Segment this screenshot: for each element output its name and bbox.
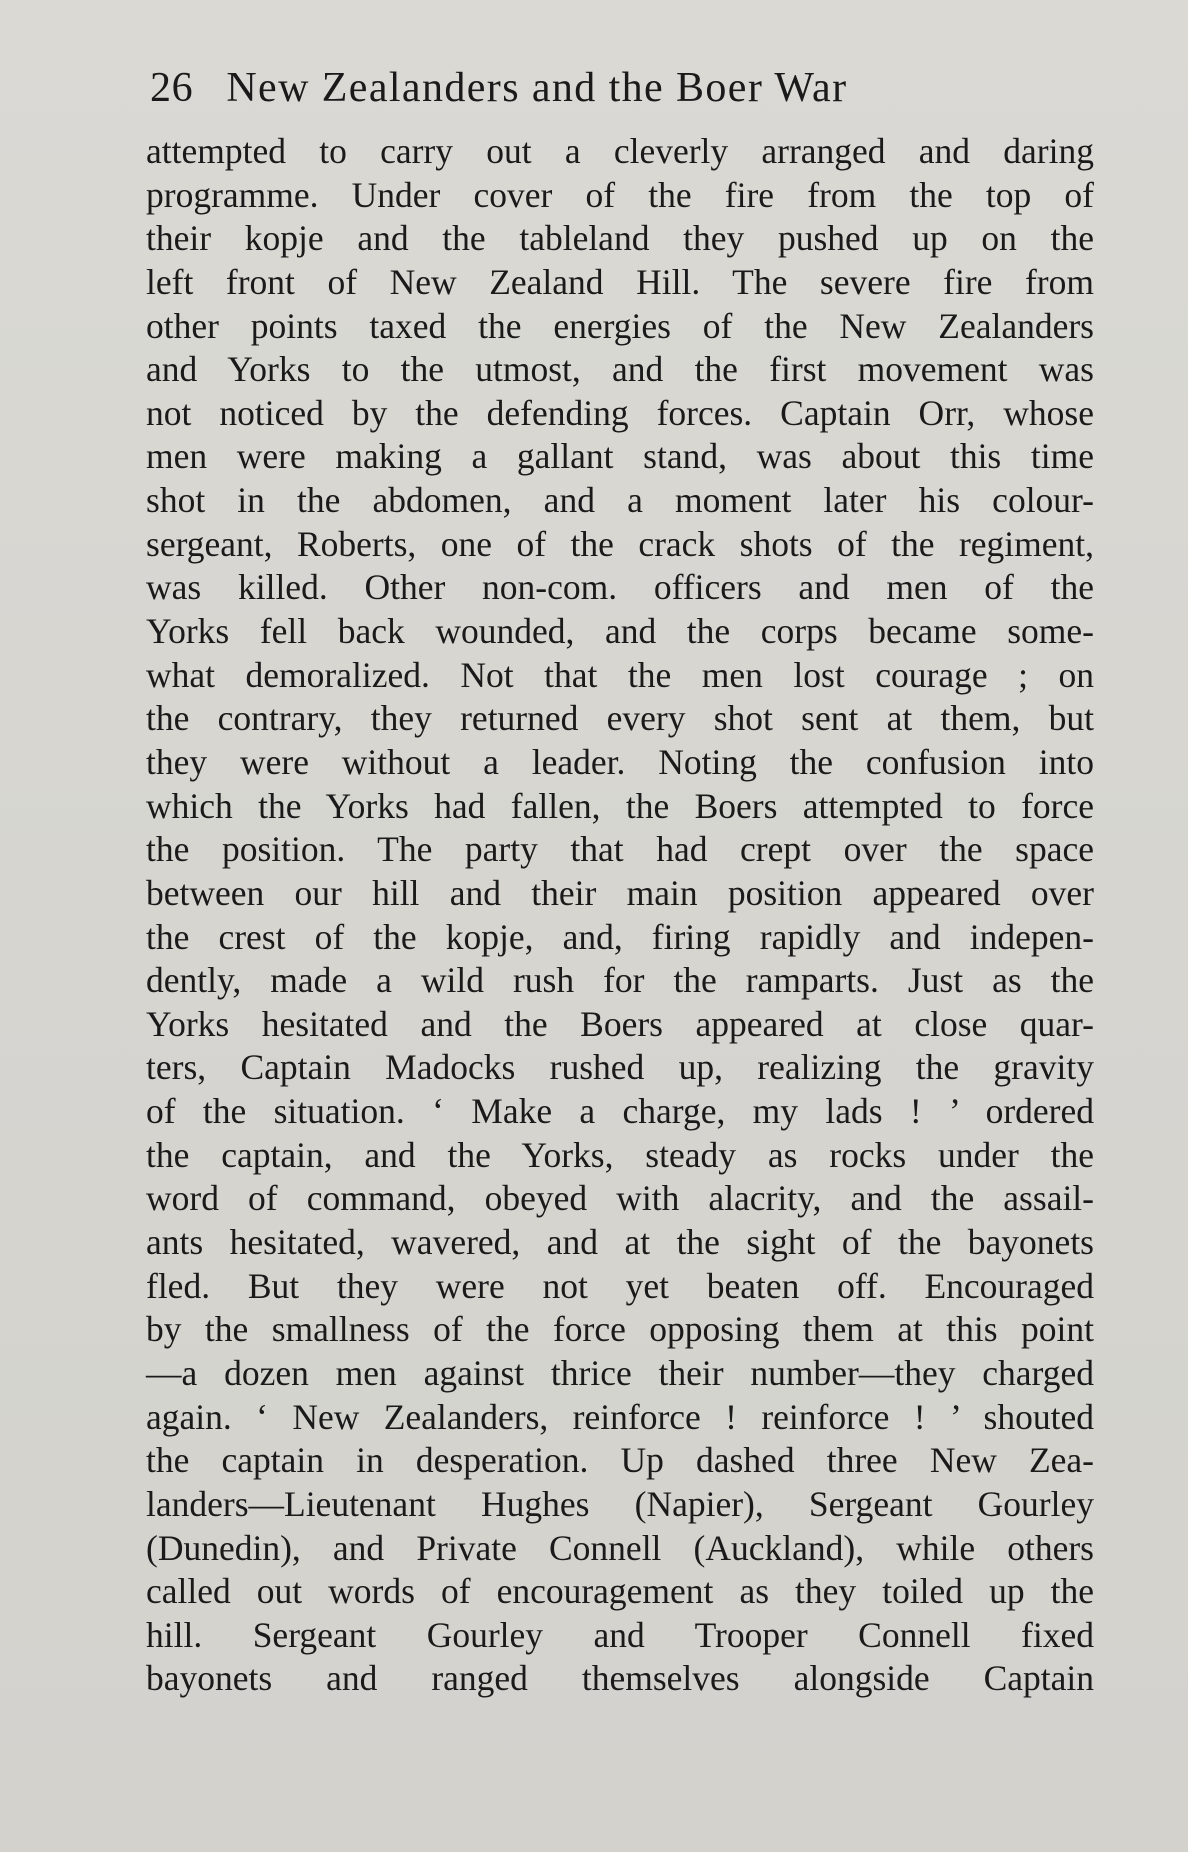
text-line: Yorks hesitated and the Boers appeared at close quar-	[146, 1003, 1094, 1044]
text-line: attempted to carry out a cleverly arranged and daring	[146, 131, 1094, 171]
text-line: was killed. Other non-com. officers and men of the	[146, 567, 1094, 608]
page-number: 26	[150, 65, 194, 111]
text-line: bayonets and ranged themselves alongside Captain	[146, 1658, 1094, 1699]
text-line: shot in the abdomen, and a moment later his colour-	[146, 480, 1094, 521]
text-line: the position. The party that had crept over the space	[146, 829, 1094, 870]
text-line: the contrary, they returned every shot sent at them, but	[146, 698, 1094, 739]
text-line: and Yorks to the utmost, and the first movement was	[146, 349, 1094, 390]
text-line: Yorks fell back wounded, and the corps became some-	[146, 611, 1094, 652]
text-line: between our hill and their main position appeared over	[146, 872, 1094, 913]
text-line: the crest of the kopje, and, firing rapidly and indepen-	[146, 916, 1094, 957]
text-line: (Dunedin), and Private Connell (Auckland), while others	[146, 1527, 1094, 1568]
text-line: which the Yorks had fallen, the Boers attempted to force	[146, 785, 1094, 826]
text-line: left front of New Zealand Hill. The severe fire from	[146, 261, 1094, 302]
text-line: dently, made a wild rush for the ramparts. Just as the	[146, 960, 1094, 1001]
text-line: called out words of encouragement as they toiled up the	[146, 1571, 1094, 1612]
text-line: landers—Lieutenant Hughes (Napier), Sergeant Gourley	[146, 1483, 1094, 1524]
text-line: word of command, obeyed with alacrity, and the assail-	[146, 1178, 1094, 1219]
text-line: fled. But they were not yet beaten off. Encouraged	[146, 1265, 1094, 1306]
text-line: ants hesitated, wavered, and at the sight of the bayonets	[146, 1222, 1094, 1263]
text-line: they were without a leader. Noting the confusion into	[146, 741, 1094, 782]
body-text	[146, 130, 1094, 1701]
text-line: programme. Under cover of the fire from the top of	[146, 174, 1094, 215]
text-line: their kopje and the tableland they pushed up on the	[146, 218, 1094, 259]
text-line: —a dozen men against thrice their number—they charged	[146, 1352, 1094, 1393]
text-line: again. ‘ New Zealanders, reinforce ! reinforce ! ’ shouted	[146, 1396, 1094, 1437]
text-line: hill. Sergeant Gourley and Trooper Connell fixed	[146, 1614, 1094, 1655]
text-line: men were making a gallant stand, was about this time	[146, 436, 1094, 477]
page-header	[150, 58, 1095, 118]
text-line: of the situation. ‘ Make a charge, my lads ! ’ ordered	[146, 1091, 1094, 1132]
running-title: New Zealanders and the Boer War	[226, 65, 848, 111]
text-line: the captain in desperation. Up dashed three New Zea-	[146, 1440, 1094, 1481]
text-line: the captain, and the Yorks, steady as rocks under the	[146, 1134, 1094, 1175]
text-line: other points taxed the energies of the New Zealanders	[146, 305, 1094, 346]
text-line: sergeant, Roberts, one of the crack shots of the regiment,	[146, 523, 1094, 564]
text-line: not noticed by the defending forces. Captain Orr, whose	[146, 392, 1094, 433]
text-line: what demoralized. Not that the men lost courage ; on	[146, 654, 1094, 695]
text-line: by the smallness of the force opposing them at this point	[146, 1309, 1094, 1350]
text-line: ters, Captain Madocks rushed up, realizing the gravity	[146, 1047, 1094, 1088]
